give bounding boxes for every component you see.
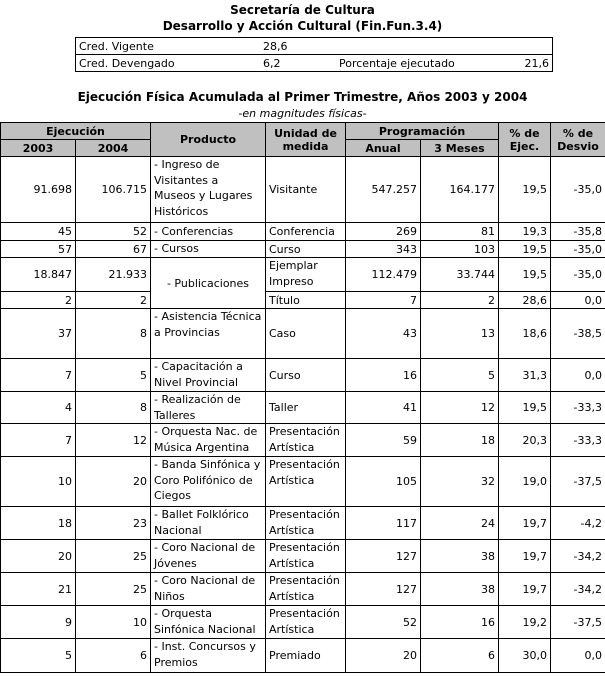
cell-3meses: 32 [421,457,499,507]
cell-pct-desvio: -35,8 [551,223,605,241]
cell-2004: 52 [76,223,151,241]
header-2004: 2004 [76,140,151,157]
cell-unidad: Presentación Artística [266,507,346,540]
header-3meses: 3 Meses [421,140,499,157]
cell-2003: 20 [1,540,76,573]
cell-producto: - Publicaciones [151,258,266,309]
cell-pct-desvio: -38,5 [551,309,605,359]
table-subtitle: -en magnitudes físicas- [238,107,367,120]
cred-devengado-value: 6,2 [260,55,336,72]
cell-3meses: 38 [421,573,499,606]
cell-producto: - Ballet Folklórico Nacional [151,507,266,540]
cell-unidad: Ejemplar Impreso [266,258,346,292]
table-row [1,424,605,457]
cell-pct-ejec: 19,5 [499,241,551,258]
cell-pct-ejec: 19,0 [499,457,551,507]
cell-anual: 112.479 [346,258,421,292]
cell-2004: 12 [76,424,151,457]
cred-devengado-label: Cred. Devengado [76,55,261,72]
cell-producto: - Orquesta Sinfónica Nacional [151,606,266,639]
cred-vigente-value: 28,6 [260,38,336,55]
cell-pct-desvio: -35,0 [551,258,605,292]
cell-3meses: 81 [421,223,499,241]
cell-pct-desvio: -37,5 [551,457,605,507]
cell-2004: 8 [76,309,151,359]
cell-2004: 2 [76,292,151,309]
cell-2003: 9 [1,606,76,639]
cell-3meses: 103 [421,241,499,258]
cell-unidad: Premiado [266,639,346,673]
cell-pct-ejec: 19,7 [499,540,551,573]
header-ejecucion: Ejecución [1,123,151,140]
cell-pct-ejec: 19,5 [499,392,551,424]
header-anual: Anual [346,140,421,157]
cell-unidad: Presentación Artística [266,457,346,507]
cell-2003: 18.847 [1,258,76,292]
cell-anual: 343 [346,241,421,258]
header-line-2: Desarrollo y Acción Cultural (Fin.Fun.3.4) [162,19,443,33]
cell-3meses: 33.744 [421,258,499,292]
table-title: Ejecución Física Acumulada al Primer Trimestre, Años 2003 y 2004 [77,90,528,104]
table-row [1,573,605,606]
header-line-1: Secretaría de Cultura [230,3,375,17]
cell-2004: 5 [76,359,151,392]
cell-2003: 4 [1,392,76,424]
cell-2003: 5 [1,639,76,673]
cell-pct-desvio: -33,3 [551,424,605,457]
cell-pct-desvio: -37,5 [551,606,605,639]
cell-anual: 105 [346,457,421,507]
cell-producto: - Orquesta Nac. de Música Argentina [151,424,266,457]
cell-unidad: Presentación Artística [266,573,346,606]
cell-unidad: Presentación Artística [266,606,346,639]
table-row [1,157,605,223]
cell-producto: - Cursos [151,241,266,258]
cell-2003: 7 [1,359,76,392]
header-programacion: Programación [346,123,499,140]
cell-2004: 10 [76,606,151,639]
header-producto: Producto [151,123,266,157]
cell-anual: 20 [346,639,421,673]
cell-anual: 269 [346,223,421,241]
cell-anual: 43 [346,309,421,359]
cell-anual: 16 [346,359,421,392]
cell-pct-ejec: 19,2 [499,606,551,639]
table-row [1,606,605,639]
cell-3meses: 164.177 [421,157,499,223]
cell-pct-desvio: -34,2 [551,540,605,573]
header-pct-ejec: % de Ejec. [499,123,551,157]
cell-3meses: 2 [421,292,499,309]
cell-pct-desvio: -35,0 [551,241,605,258]
cell-unidad: Conferencia [266,223,346,241]
cell-anual: 7 [346,292,421,309]
cell-3meses: 18 [421,424,499,457]
cell-3meses: 24 [421,507,499,540]
cell-2004: 20 [76,457,151,507]
cell-producto: - Coro Nacional de Niños [151,573,266,606]
cell-anual: 547.257 [346,157,421,223]
cell-unidad: Caso [266,309,346,359]
cell-2003: 2 [1,292,76,309]
cell-3meses: 16 [421,606,499,639]
cell-producto: - Conferencias [151,223,266,241]
cell-3meses: 6 [421,639,499,673]
cell-unidad: Presentación Artística [266,540,346,573]
table-row [1,507,605,540]
cell-producto: - Coro Nacional de Jóvenes [151,540,266,573]
cell-2003: 37 [1,309,76,359]
cell-producto: - Capacitación a Nivel Provincial [151,359,266,392]
table-row [1,258,605,292]
table-row [1,639,605,673]
cell-anual: 127 [346,540,421,573]
cell-2003: 45 [1,223,76,241]
cell-2004: 23 [76,507,151,540]
cell-pct-ejec: 20,3 [499,424,551,457]
cell-2004: 8 [76,392,151,424]
cell-producto: - Ingreso de Visitantes a Museos y Lugares Históricos [151,157,266,223]
cell-3meses: 5 [421,359,499,392]
cell-anual: 41 [346,392,421,424]
cell-2003: 57 [1,241,76,258]
cell-pct-ejec: 31,3 [499,359,551,392]
cell-anual: 59 [346,424,421,457]
cell-pct-ejec: 18,6 [499,309,551,359]
cell-pct-desvio: -4,2 [551,507,605,540]
table-row [1,540,605,573]
cell-3meses: 12 [421,392,499,424]
cell-2004: 6 [76,639,151,673]
cell-2004: 25 [76,540,151,573]
table-row [1,309,605,359]
cell-anual: 52 [346,606,421,639]
cell-unidad: Título [266,292,346,309]
cell-2003: 7 [1,424,76,457]
cell-pct-desvio: -35,0 [551,157,605,223]
table-row [1,457,605,507]
cell-3meses: 13 [421,309,499,359]
cell-2004: 67 [76,241,151,258]
cell-3meses: 38 [421,540,499,573]
cell-pct-ejec: 19,3 [499,223,551,241]
cell-pct-desvio: 0,0 [551,639,605,673]
cell-unidad: Visitante [266,157,346,223]
cell-pct-desvio: 0,0 [551,292,605,309]
table-row [1,359,605,392]
cell-pct-desvio: 0,0 [551,359,605,392]
cell-producto: - Banda Sinfónica y Coro Polifónico de Ciegos [151,457,266,507]
cell-unidad: Presentación Artística [266,424,346,457]
cell-producto: - Asistencia Técnica a Provincias [151,309,266,359]
table-row [1,292,605,309]
cell-pct-ejec: 28,6 [499,292,551,309]
cell-producto: - Inst. Concursos y Premios [151,639,266,673]
cred-vigente-label: Cred. Vigente [76,38,261,55]
header-pct-desvio: % de Desvio [551,123,605,157]
cell-anual: 117 [346,507,421,540]
cell-2003: 18 [1,507,76,540]
header-2003: 2003 [1,140,76,157]
cell-pct-ejec: 19,7 [499,507,551,540]
cell-2003: 10 [1,457,76,507]
cell-2003: 91.698 [1,157,76,223]
header-unidad: Unidad de medida [266,123,346,157]
cell-2003: 21 [1,573,76,606]
table-row [1,392,605,424]
cell-producto: - Realización de Talleres [151,392,266,424]
credits-box [75,37,553,72]
cell-pct-ejec: 19,5 [499,157,551,223]
cell-pct-desvio: -33,3 [551,392,605,424]
porcentaje-label: Porcentaje ejecutado [336,55,502,72]
cell-unidad: Curso [266,359,346,392]
cell-unidad: Taller [266,392,346,424]
table-row [1,223,605,241]
cell-unidad: Curso [266,241,346,258]
cell-2004: 106.715 [76,157,151,223]
execution-table [0,122,605,673]
table-row [1,241,605,258]
porcentaje-value: 21,6 [502,55,553,72]
cell-2004: 25 [76,573,151,606]
cell-2004: 21.933 [76,258,151,292]
cell-anual: 127 [346,573,421,606]
cell-pct-desvio: -34,2 [551,573,605,606]
cell-pct-ejec: 19,7 [499,573,551,606]
cell-pct-ejec: 19,5 [499,258,551,292]
cell-pct-ejec: 30,0 [499,639,551,673]
